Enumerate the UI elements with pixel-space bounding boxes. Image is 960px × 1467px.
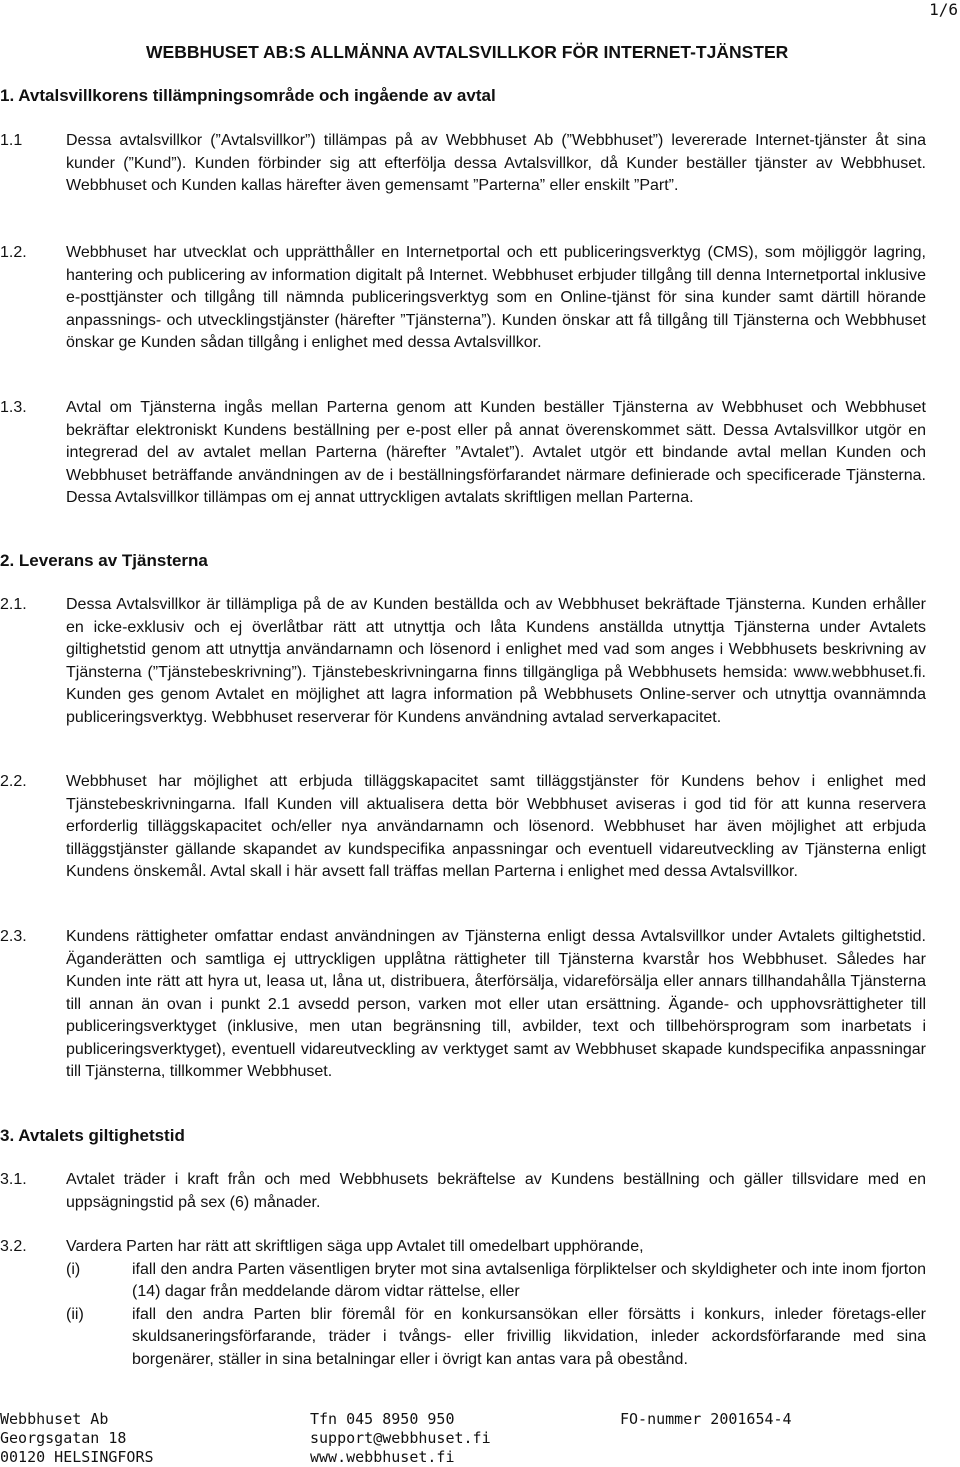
- footer-company: Webbhuset Ab: [0, 1410, 109, 1428]
- clause-text: Kundens rättigheter omfattar endast användningen av Tjänsterna enligt dessa Avtalsvillkor under Avtalets giltighetstid. Äganderätten och samtliga ej uttryckligen upplåtna rättigheter till Tjänsterna kvarstår hos Webbhuset. Således har Kunden inte rätt att hyra ut, leasa ut, låna ut, distribuera, återförsälja, vidareförsälja eller annars tillhandahålla Tjänsterna till annan än ovan i punkt 2.1 avsedd person, varken mot eller utan ersättning. Ägande- och upphovsrättigheter till publiceringsverktyget (inklusive, men utan begränsning till, avbilder, text och tillbehörsprogram som inarbetats i publiceringsverktyget), eventuell vidareutveckling av verktyget samt av Webbhuset skapade kundspecifika anpassningar till Tjänsterna, tillkommer Webbhuset.: [66, 928, 926, 1080]
- sub-item-label: (i): [66, 1260, 81, 1278]
- footer-city: 00120 HELSINGFORS: [0, 1448, 154, 1466]
- clause-text: Avtal om Tjänsterna ingås mellan Parterna genom att Kunden beställer Tjänsterna av Webbhuset och Webbhuset bekräftar elektroniskt Kundens beställning per e-post eller på annat överenskommet sätt. Dessa Avtalsvillkor utgör en integrerad del av avtalet mellan Parterna (härefter ”Avtalet”). Avtalet utgör ett bindande avtal mellan Kunden och Webbhuset beträffande användningen av de i beställningsförfarandet närmare definierade och specificerade Tjänsterna. Dessa Avtalsvillkor tillämpas om ej annat uttryckligen avtalats skriftligen mellan Parterna.: [66, 399, 926, 506]
- clause-text: Webbhuset har utvecklat och upprätthåller en Internetportal och ett publiceringsverktyg (CMS), som möjliggör lagring, hantering och publicering av information digitalt på Internet. Webbhuset erbjuder tillgång till denna Internetportal inklusive e-posttjänster och tillgång till nämnda publiceringsverktyg som en Online-tjänst för sina kunder samt därtill hörande anpassnings- och utvecklingstjänster (härefter ”Tjänsterna”). Kunden önskar att få tillgång till Tjänsterna och Webbhuset önskar ge Kunden sådan tillgång i enlighet med dessa Avtalsvillkor.: [66, 244, 926, 351]
- clause-text: Dessa Avtalsvillkor är tillämpliga på de av Kunden beställda och av Webbhuset bekräftade Tjänsterna. Kunden erhåller en icke-exklusiv och ej överlåtbar rätt att utnyttja och låta Kundens anställda utnyttja Tjänsterna under Avtalets giltighetstid genom att utnyttja användarnamn och lösenord i enlighet med vad som anges i Webbhusets beskrivning av Tjänsterna (”Tjänstebeskrivning”). Tjänstebeskrivningarna finns tillgängliga på Webbhusets hemsida: www.webbhuset.fi. Kunden ges genom Avtalet en möjlighet att lagra information på Webbhusets Online-server och utnyttja ovannämnda publiceringsverktyg. Webbhuset reserverar för Kundens användning avtalad serverkapacitet.: [66, 596, 926, 726]
- footer-phone: Tfn 045 8950 950: [310, 1410, 455, 1428]
- clause-number: 2.3.: [0, 928, 27, 945]
- section-heading-3: 3. Avtalets giltighetstid: [0, 1126, 185, 1145]
- clause-2-3: [0, 926, 926, 1084]
- clause-number: 2.1.: [0, 596, 27, 613]
- footer-website[interactable]: www.webbhuset.fi: [310, 1448, 455, 1466]
- sub-item-text: ifall den andra Parten väsentligen bryter mot sina avtalsenliga förpliktelser och skyldigheter och inte inom fjorton (14) dagar från meddelande därom vidtar rättelse, eller: [132, 1260, 926, 1300]
- section-heading-2: 2. Leverans av Tjänsterna: [0, 551, 208, 570]
- footer-fo-number: FO-nummer 2001654-4: [620, 1410, 792, 1428]
- footer-email[interactable]: support@webbhuset.fi: [310, 1429, 491, 1447]
- document-title: WEBBHUSET AB:S ALLMÄNNA AVTALSVILLKOR FÖR INTERNET-TJÄNSTER: [146, 42, 789, 62]
- clause-number: 3.1.: [0, 1171, 27, 1188]
- clause-text: Dessa avtalsvillkor (”Avtalsvillkor”) tillämpas på av Webbhuset Ab (”Webbhuset”) levererade Internet-tjänster åt sina kunder (”Kund”). Kunden förbinder sig att efterfölja dessa Avtalsvillkor, då Kunder beställer tjänster av Webbhuset. Webbhuset och Kunden kallas härefter även gemensamt ”Parterna” eller enskilt ”Part”.: [66, 132, 926, 194]
- clause-3-2: [0, 1236, 926, 1371]
- sub-item-text: ifall den andra Parten blir föremål för en konkursansökan eller försätts i konkurs, inleder företags-eller skuldsaneringsförfarande, träder i tvångs- eller frivillig likvidation, inleder ackordsförfarande med sina borgenärer, ställer in sina betalningar eller i övrigt kan antas vara på obestånd.: [132, 1305, 926, 1368]
- clause-text: Avtalet träder i kraft från och med Webbhusets bekräftelse av Kundens beställning och gäller tillsvidare med en uppsägningstid på sex (6) månader.: [66, 1171, 926, 1211]
- footer-business-id: [620, 1410, 792, 1429]
- clause-text: Vardera Parten har rätt att skriftligen säga upp Avtalet till omedelbart upphörande,: [66, 1238, 644, 1255]
- page-number: 1/6: [929, 0, 958, 19]
- clause-sub-item-i: [66, 1259, 926, 1304]
- footer-contact: [310, 1410, 491, 1467]
- clause-number: 3.2.: [0, 1238, 27, 1255]
- clause-number: 2.2.: [0, 773, 27, 790]
- clause-1-1: [0, 130, 926, 198]
- sub-item-label: (ii): [66, 1305, 84, 1323]
- clause-1-3: [0, 397, 926, 510]
- clause-number: 1.3.: [0, 399, 27, 416]
- clause-text: Webbhuset har möjlighet att erbjuda tilläggskapacitet samt tilläggstjänster för Kundens behov i enlighet med Tjänstebeskrivningarna. Ifall Kunden vill aktualisera detta bör Webbhuset aviseras i god tid för att kunna reservera erforderlig tilläggskapacitet och/eller nya användarnamn och lösenord. Webbhuset har även möjlighet att erbjuda tilläggstjänster gällande skapandet av kundspecifika anpassningar och eventuell vidareutveckling av Tjänsterna enligt Kundens önskemål. Avtal skall i här avsett fall träffas mellan Parterna i enlighet med dessa Avtalsvillkor.: [66, 773, 926, 880]
- clause-number: 1.1: [0, 132, 23, 149]
- footer-address: [0, 1410, 154, 1467]
- clause-1-2: [0, 242, 926, 355]
- clause-3-1: [0, 1169, 926, 1214]
- footer-street: Georgsgatan 18: [0, 1429, 127, 1447]
- clause-number: 1.2.: [0, 244, 27, 261]
- clause-2-1: [0, 594, 926, 729]
- clause-sub-item-ii: [66, 1304, 926, 1372]
- section-heading-1: 1. Avtalsvillkorens tillämpningsområde och ingående av avtal: [0, 86, 496, 105]
- clause-2-2: [0, 771, 926, 884]
